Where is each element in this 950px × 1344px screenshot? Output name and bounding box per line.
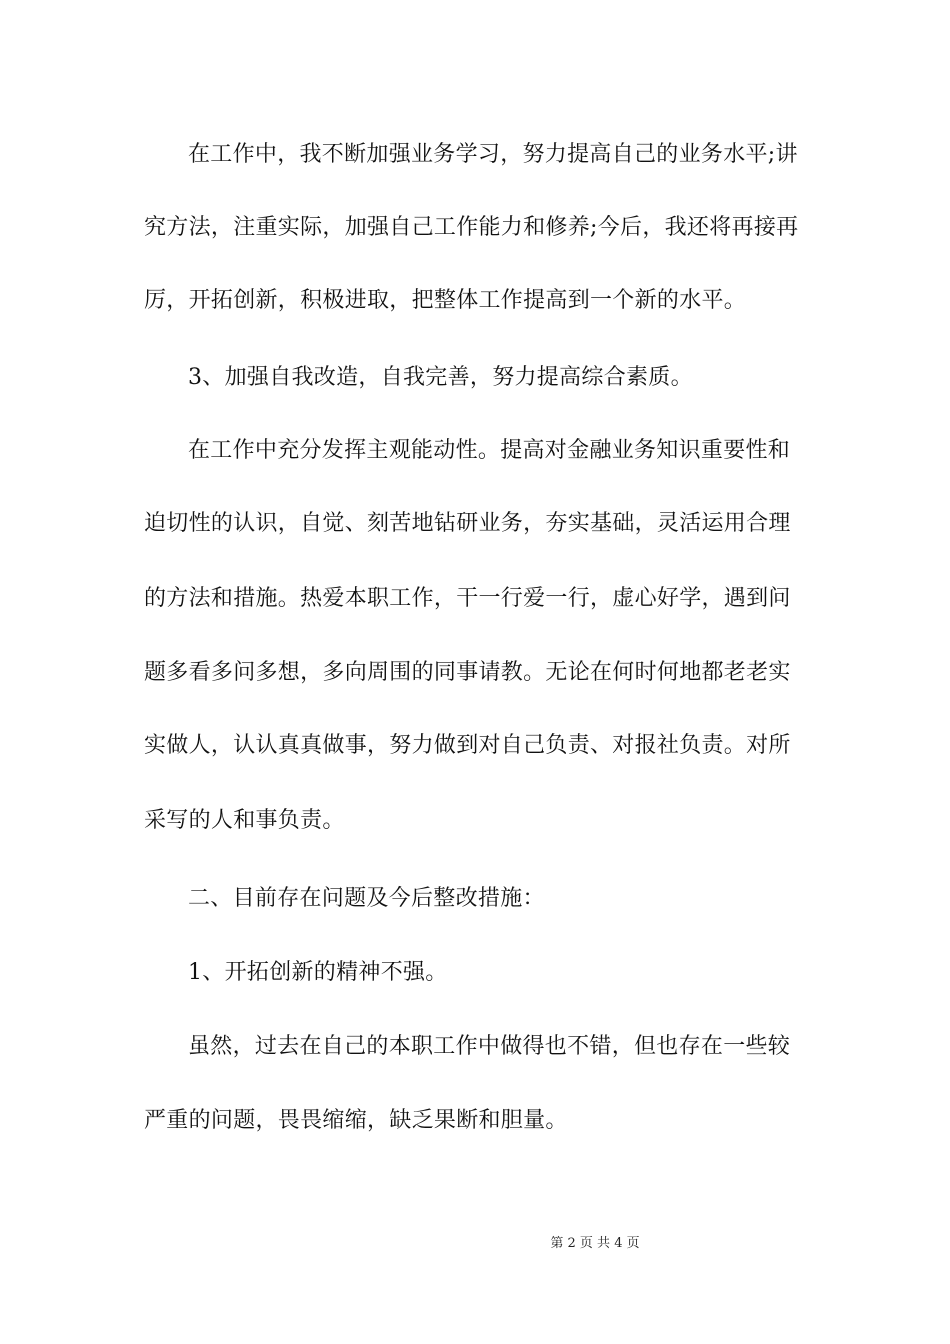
paragraph-2-line-3: 的方法和措施。热爱本职工作，干一行爱一行，虚心好学，遇到问: [144, 586, 791, 611]
paragraph-2-line-1: 在工作中充分发挥主观能动性。提高对金融业务知识重要性和: [188, 438, 791, 463]
page-footer: [0, 1235, 950, 1253]
paragraph-1-line-2: 究方法，注重实际，加强自己工作能力和修养;今后，我还将再接再: [144, 215, 799, 240]
page-number: 第 2 页 共 4 页: [550, 1236, 640, 1251]
paragraph-2-line-5: 实做人，认认真真做事，努力做到对自己负责、对报社负责。对所: [144, 733, 791, 758]
paragraph-3-line-1: 虽然，过去在自己的本职工作中做得也不错，但也存在一些较: [188, 1034, 791, 1059]
heading-3: 3、加强自我改造，自我完善，努力提高综合素质。: [188, 365, 693, 390]
section-heading-2: 二、目前存在问题及今后整改措施：: [188, 886, 545, 911]
paragraph-2-line-4: 题多看多问多想，多向周围的同事请教。无论在何时何地都老老实: [144, 660, 791, 685]
paragraph-2-line-2: 迫切性的认识，自觉、刻苦地钻研业务，夯实基础，灵活运用合理: [144, 511, 791, 536]
paragraph-3-line-2: 严重的问题，畏畏缩缩，缺乏果断和胆量。: [144, 1108, 568, 1133]
paragraph-1-line-1: 在工作中，我不断加强业务学习，努力提高自己的业务水平;讲: [188, 142, 798, 167]
paragraph-2-line-6: 采写的人和事负责。: [144, 808, 345, 833]
paragraph-1-line-3: 厉，开拓创新，积极进取，把整体工作提高到一个新的水平。: [144, 288, 747, 313]
subheading-1: 1、开拓创新的精神不强。: [188, 960, 448, 985]
